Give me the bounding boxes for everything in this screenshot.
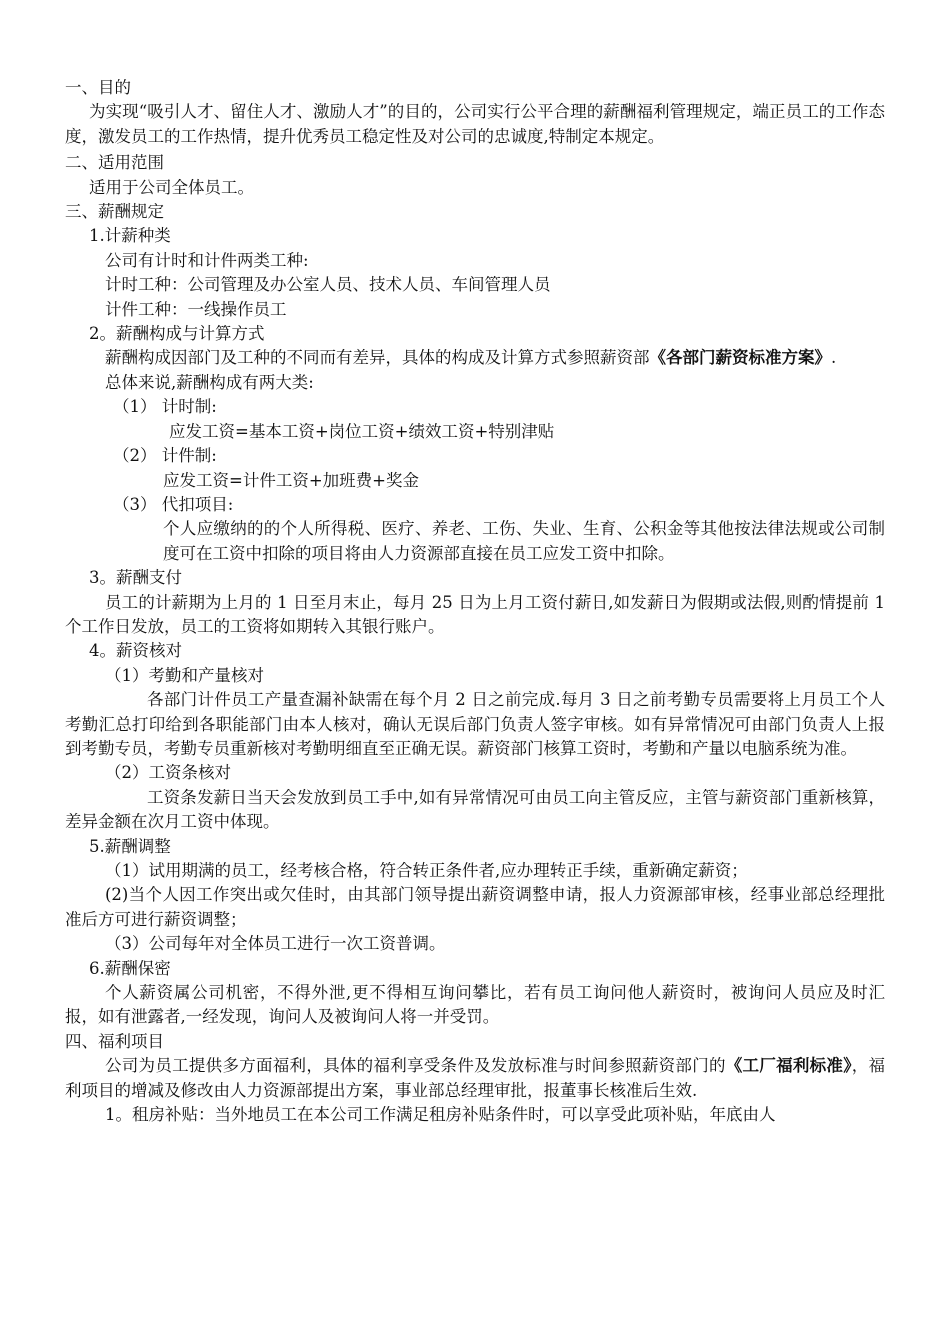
benefits-standard-doc-reference: 《工厂福利标准》 [725,1056,852,1076]
adjustment-item-3: （3）公司每年对全体员工进行一次工资普调。 [105,934,446,954]
section-heading-purpose: 一、目的 [65,78,131,97]
pay-types-line-3: 计件工种：一线操作员工 [105,299,287,319]
deductions-paragraph: 个人应缴纳的的个人所得税、医疗、养老、工伤、失业、生育、公积金等其他按法律法规或公司制度可在工资中扣除的项目将由人力资源部直接在员工应发工资中扣除。 [163,519,885,563]
adjustment-item-1: （1）试用期满的员工，经考核合格，符合转正条件者,应办理转正手续，重新确定薪资； [105,861,748,880]
subsection-title-salary-adjustment: 5.薪酬调整 [89,836,171,856]
section-heading-salary: 三、薪酬规定 [65,202,164,222]
pay-types-line-2: 计时工种：公司管理及办公室人员、技术人员、车间管理人员 [105,275,551,295]
time-based-formula: 应发工资=基本工资+岗位工资+绩效工资+特别津贴 [169,421,555,441]
salary-payment-paragraph: 员工的计薪期为上月的 1 日至月末止，每月 25 日为上月工资付薪日,如发薪日为假期或法假,则酌情提前 1 个工作日发放，员工的工资将如期转入其银行账户。 [65,592,885,636]
piece-based-label: （2） 计件制: [113,446,217,466]
section-heading-benefits: 四、福利项目 [65,1031,164,1051]
attendance-check-paragraph: 各部门计件员工产量查漏补缺需在每个月 2 日之前完成.每月 3 日之前考勤专员需要将上月员工个人考勤汇总打印给到各职能部门由本人核对，确认无误后部门负责人签字审核。如有异常情况可由部门负责人上报到考勤专员，考勤专员重新核对考勤明细直至正确无误。薪资部门核算工资时，考勤和产量以电脑系统为准。 [65,690,885,758]
document-body [65,76,885,1127]
salary-structure-text-end: . [831,348,837,368]
time-based-label: （1） 计时制: [113,397,217,417]
section-heading-scope: 二、适用范围 [65,153,164,173]
purpose-paragraph: 为实现“吸引人才、留住人才、激励人才”的目的，公司实行公平合理的薪酬福利管理规定，端正员工的工作态度，激发员工的工作热情，提升优秀员工稳定性及对公司的忠诚度,特制定本规定。 [65,102,885,146]
scope-paragraph: 适用于公司全体员工。 [89,177,254,197]
pay-types-line-1: 公司有计时和计件两类工种: [105,250,309,270]
benefits-paragraph [65,1054,885,1103]
salary-structure-text: 薪酬构成因部门及工种的不同而有差异，具体的构成及计算方式参照薪资部 [105,348,650,368]
deductions-label: （3） 代扣项目: [113,494,234,514]
confidentiality-paragraph: 个人薪资属公司机密，不得外泄,更不得相互询问攀比，若有员工询问他人薪资时，被询问人员应及时汇报，如有泄露者,一经发现，询问人及被询问人将一并受罚。 [65,983,885,1027]
benefits-text-end: ，福利项目的增减及修改由人力资源部提出方案，事业部总经理审批，报董事长核准后生效. [65,1056,886,1100]
payslip-check-paragraph: 工资条发薪日当天会发放到员工手中,如有异常情况可由员工向主管反应，主管与薪资部门重新核算，差异金额在次月工资中体现。 [65,787,885,832]
subsection-title-salary-check: 4。薪资核对 [89,641,182,661]
subsection-title-salary-confidentiality: 6.薪酬保密 [89,958,171,978]
salary-categories-intro: 总体来说,薪酬构成有两大类: [105,372,314,392]
subsection-title-salary-payment: 3。薪酬支付 [89,568,182,588]
attendance-check-title: （1）考勤和产量核对 [105,665,264,685]
subsection-title-salary-structure: 2。薪酬构成与计算方式 [89,324,265,344]
benefits-text: 公司为员工提供多方面福利，具体的福利享受条件及发放标准与时间参照薪资部门的 [105,1056,726,1076]
salary-structure-paragraph [65,346,885,370]
payslip-check-title: （2）工资条核对 [105,763,231,783]
piece-based-formula: 应发工资=计件工资+加班费+奖金 [163,470,419,490]
benefit-item-housing: 1。租房补贴：当外地员工在本公司工作满足租房补贴条件时，可以享受此项补贴，年底由人 [105,1105,776,1125]
subsection-title-pay-types: 1.计薪种类 [89,226,171,246]
adjustment-item-2: (2)当个人因工作突出或欠佳时，由其部门领导提出薪资调整申请，报人力资源部审核，经事业部总经理批准后方可进行薪资调整； [65,885,885,929]
salary-standard-doc-reference: 《各部门薪资标准方案》 [649,348,831,368]
